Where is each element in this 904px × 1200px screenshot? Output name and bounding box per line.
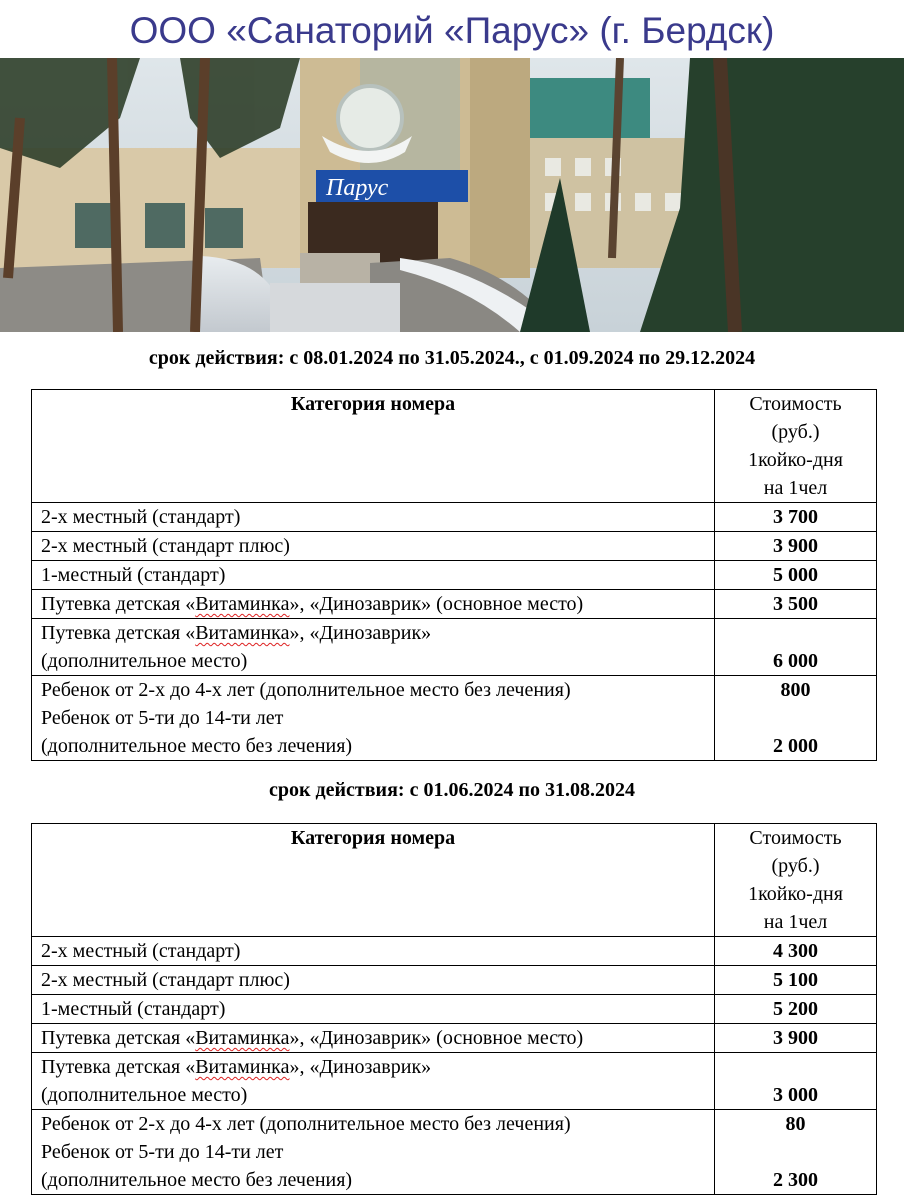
table-row — [32, 995, 877, 1024]
price-table-1 — [31, 389, 877, 761]
row-price: 3 900 — [715, 532, 877, 561]
table-row — [32, 1024, 877, 1053]
row-price: 5 100 — [715, 966, 877, 995]
header-category: Категория номера — [32, 390, 715, 503]
header-price: Стоимость (руб.) 1койко-дня на 1чел — [715, 824, 877, 937]
table-row — [32, 503, 877, 532]
header-price: Стоимость (руб.) 1койко-дня на 1чел — [715, 390, 877, 503]
table-row — [32, 561, 877, 590]
row-category: 1-местный (стандарт) — [32, 561, 715, 590]
row-price: 3 000 — [715, 1053, 877, 1110]
row-category: Ребенок от 2-х до 4-х лет (дополнительное место без лечения) Ребенок от 5-ти до 14-ти лет (дополнительное место без лечения) — [32, 1110, 715, 1195]
header-category: Категория номера — [32, 824, 715, 937]
sign-text: Парус — [326, 175, 389, 201]
row-category: 2-х местный (стандарт) — [32, 503, 715, 532]
row-category: 2-х местный (стандарт) — [32, 937, 715, 966]
row-category: 1-местный (стандарт) — [32, 995, 715, 1024]
row-category: Путевка детская «Витаминка», «Динозаврик» (основное место) — [32, 1024, 715, 1053]
table-row — [32, 590, 877, 619]
table-row — [32, 532, 877, 561]
price-table-2 — [31, 823, 877, 1195]
row-price: 80 2 300 — [715, 1110, 877, 1195]
row-price: 3 500 — [715, 590, 877, 619]
table-header-row — [32, 390, 877, 503]
page-title: ООО «Санаторий «Парус» (г. Бердск) — [129, 10, 775, 51]
row-price: 5 000 — [715, 561, 877, 590]
table-header-row — [32, 824, 877, 937]
row-price: 3 900 — [715, 1024, 877, 1053]
validity-period-2: срок действия: с 01.06.2024 по 31.08.2024 — [269, 779, 635, 801]
row-price: 6 000 — [715, 619, 877, 676]
row-category: Ребенок от 2-х до 4-х лет (дополнительное место без лечения) Ребенок от 5-ти до 14-ти лет (дополнительное место без лечения) — [32, 676, 715, 761]
row-category: Путевка детская «Витаминка», «Динозаврик» (основное место) — [32, 590, 715, 619]
table-row — [32, 966, 877, 995]
row-price: 3 700 — [715, 503, 877, 532]
table-row — [32, 1053, 877, 1110]
table-row — [32, 676, 877, 761]
table-row — [32, 619, 877, 676]
row-category: Путевка детская «Витаминка», «Динозаврик» (дополнительное место) — [32, 619, 715, 676]
table-row — [32, 1110, 877, 1195]
validity-period-1: срок действия: с 08.01.2024 по 31.05.2024., с 01.09.2024 по 29.12.2024 — [148, 347, 756, 369]
row-price: 800 2 000 — [715, 676, 877, 761]
table-row — [32, 937, 877, 966]
row-category: 2-х местный (стандарт плюс) — [32, 532, 715, 561]
row-category: 2-х местный (стандарт плюс) — [32, 966, 715, 995]
sanatorium-photo — [0, 58, 904, 332]
row-price: 4 300 — [715, 937, 877, 966]
row-price: 5 200 — [715, 995, 877, 1024]
row-category: Путевка детская «Витаминка», «Динозаврик» (дополнительное место) — [32, 1053, 715, 1110]
